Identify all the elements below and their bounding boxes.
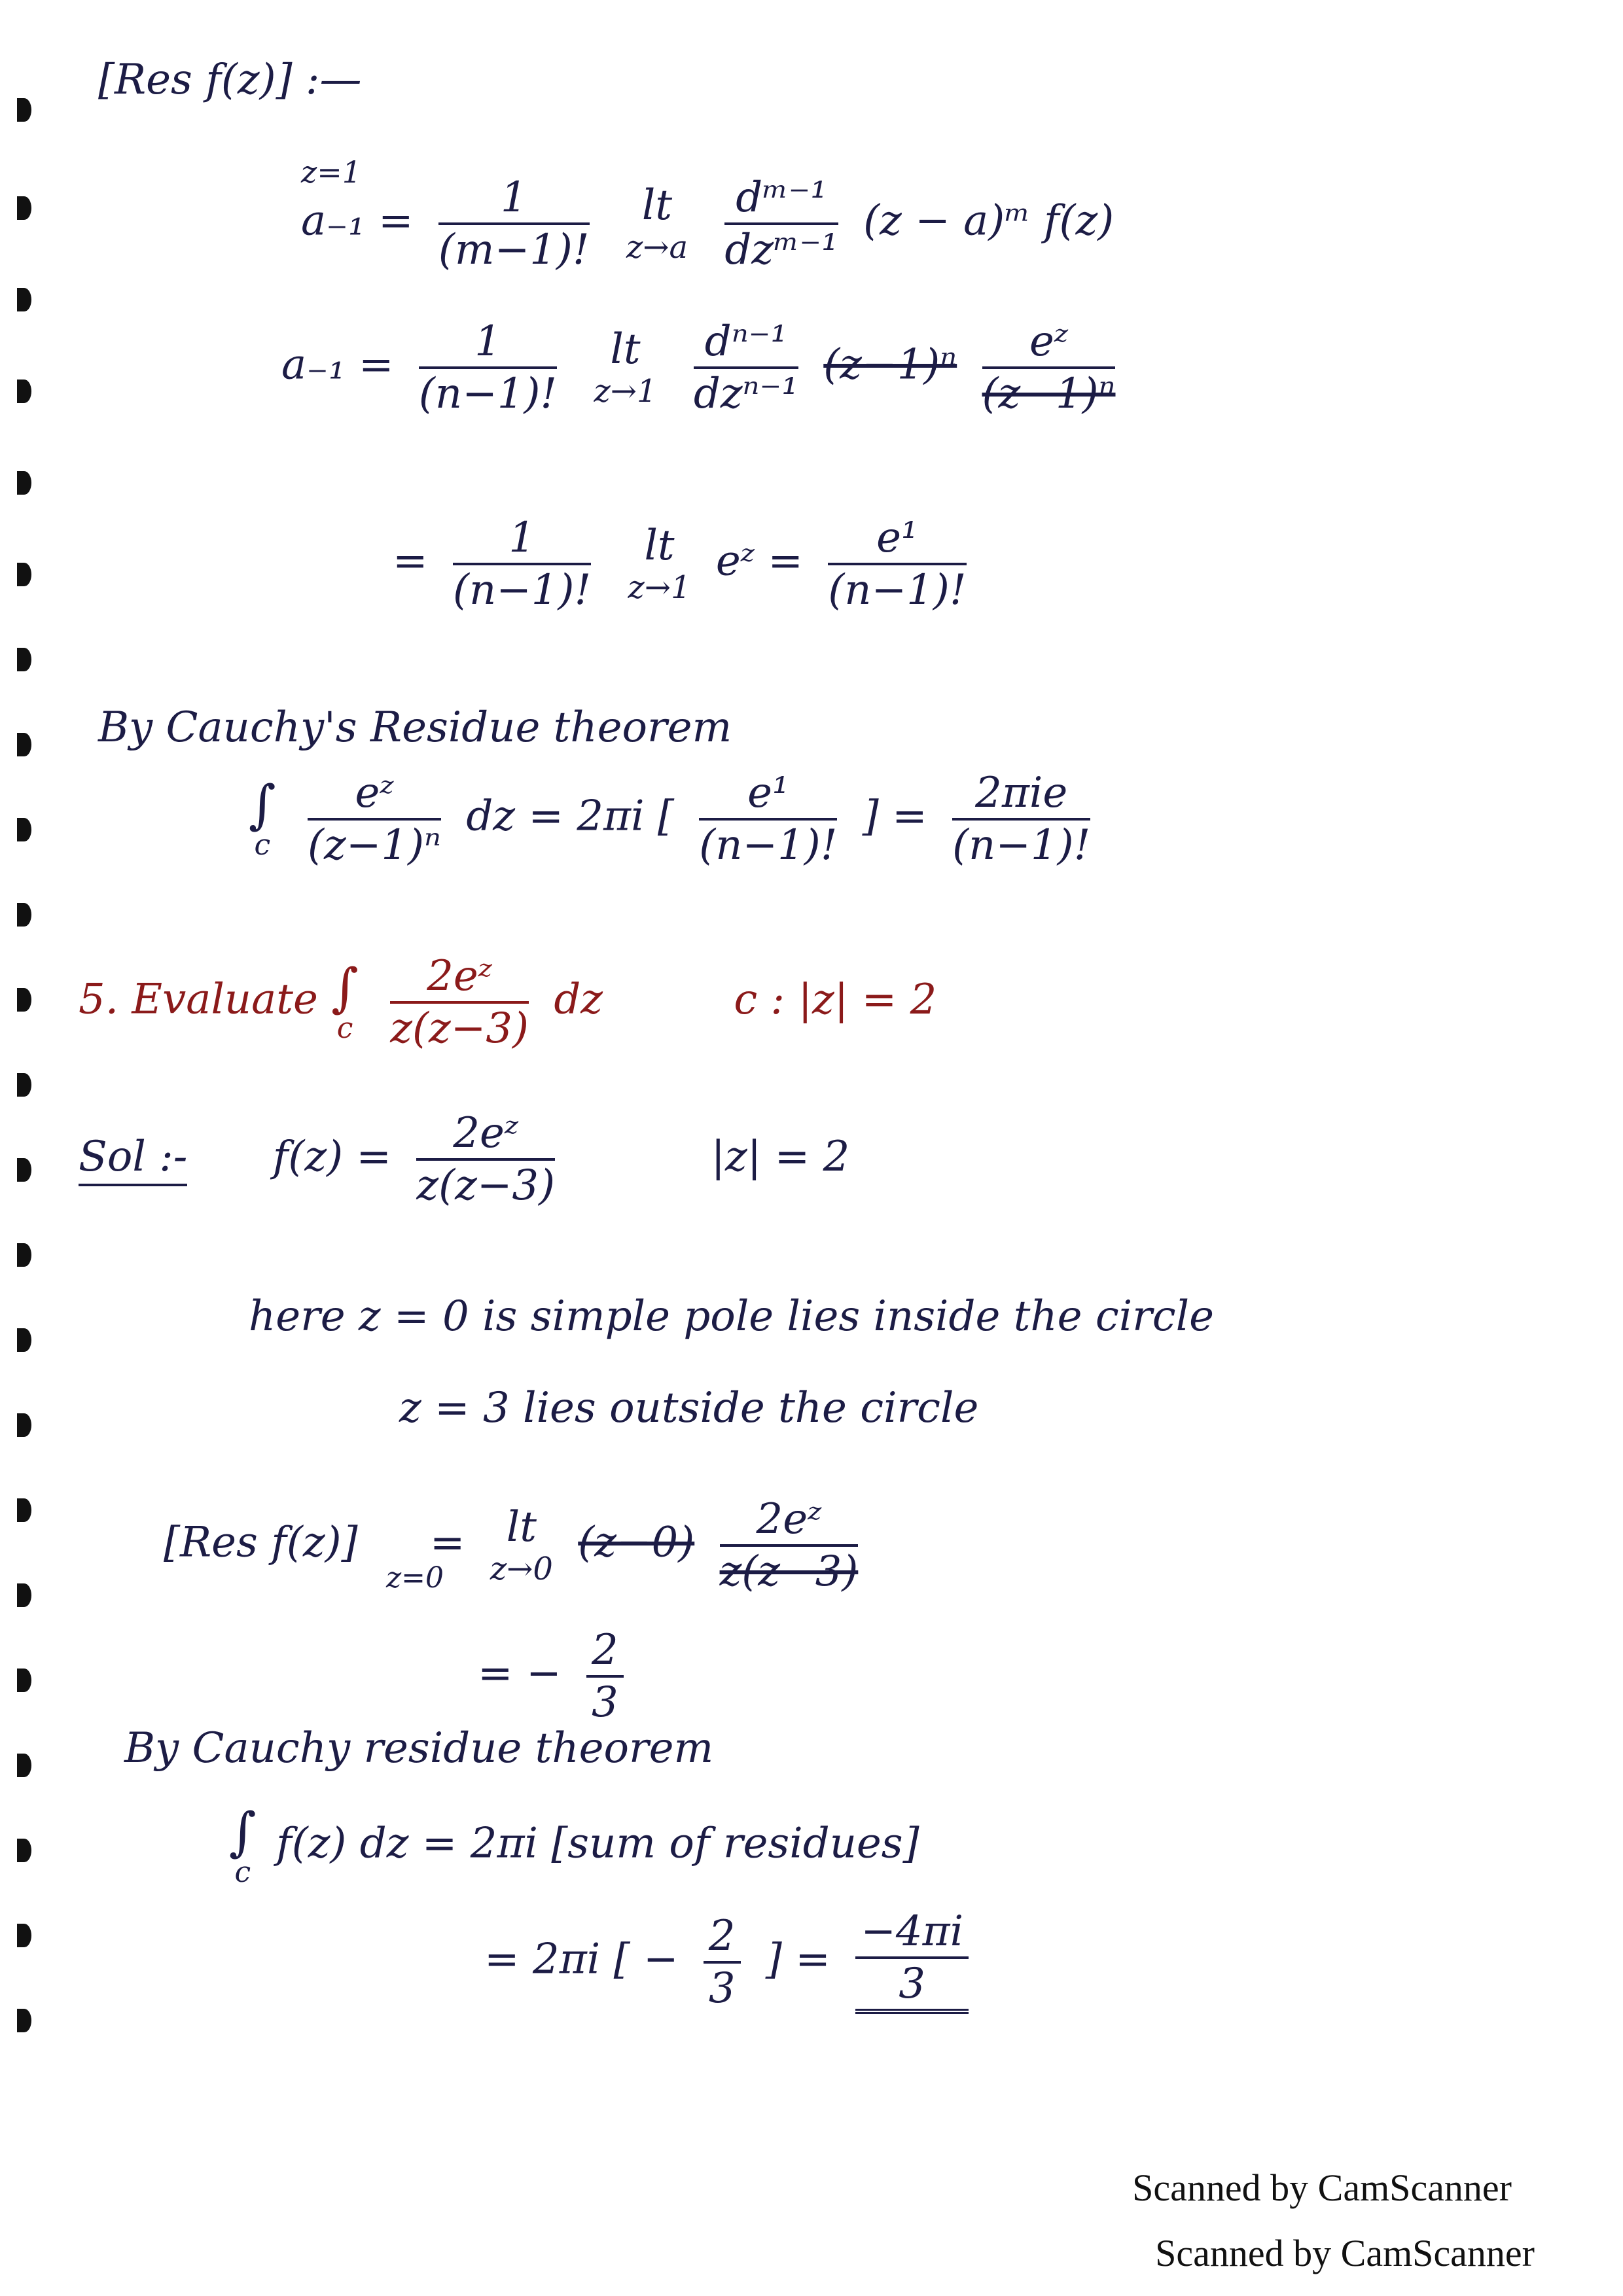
- exp-term: eᶻ =: [715, 537, 803, 586]
- fraction-denominator: (n−1)!: [452, 566, 592, 614]
- residue-label: [Res f(z)]: [164, 1518, 358, 1567]
- bracket-close: ]: [862, 792, 879, 841]
- limit: [594, 325, 657, 410]
- derivative-denominator: dzⁿ⁻¹: [693, 370, 798, 418]
- limit-subscript: z→a: [626, 229, 688, 266]
- integral-sign: ∫: [229, 1801, 257, 1862]
- limit-subscript: z→0: [490, 1551, 553, 1587]
- binding-hole: [17, 196, 31, 220]
- scanner-watermark: Scanned by CamScanner: [1155, 2232, 1535, 2274]
- bracket-numerator: e¹: [699, 772, 837, 821]
- question-label: 5. Evaluate: [79, 975, 318, 1024]
- cauchy-residue-heading: By Cauchy residue theorem: [124, 1724, 714, 1773]
- limit-word: lt: [644, 521, 675, 570]
- derivative-numerator: dᵐ⁻¹: [724, 177, 838, 225]
- integral: [331, 957, 359, 1045]
- residue-heading-text: [Res f(z)] :—: [98, 56, 362, 104]
- integral-contour: c: [234, 1856, 251, 1889]
- integrand-numerator: 2eᶻ: [390, 955, 529, 1004]
- final-answer: [484, 1907, 980, 2014]
- factorial-fraction: [452, 514, 592, 614]
- residue-value-numerator: 2: [586, 1629, 624, 1678]
- formula-lhs: a₋₁ =: [281, 340, 394, 389]
- pole-inside-note: here z = 0 is simple pole lies inside the circle: [249, 1292, 1214, 1341]
- function-denominator: z(z−3): [416, 1161, 556, 1210]
- residue-value-fraction: [586, 1626, 624, 1727]
- binding-hole: [17, 988, 31, 1012]
- limit-subscript: z→1: [594, 373, 657, 410]
- bracket-fraction: [699, 769, 838, 870]
- question-5: [79, 952, 937, 1053]
- binding-hole: [17, 1158, 31, 1182]
- fraction-denominator: (n−1)!: [418, 370, 558, 418]
- binding-hole: [17, 2009, 31, 2032]
- residue-value-lhs: = −: [478, 1649, 562, 1698]
- general-residue-formula: [301, 173, 1115, 274]
- binding-hole: [17, 563, 31, 586]
- factorial-fraction: [438, 173, 590, 274]
- residue-numerator: 2eᶻ: [720, 1498, 859, 1547]
- integral-sum-line: [229, 1801, 919, 1889]
- limit: [628, 521, 691, 606]
- exp-denominator: (z−1)ⁿ: [982, 370, 1116, 418]
- integral-contour: c: [254, 828, 271, 862]
- final-result-numerator: −4πi: [855, 1911, 969, 1959]
- pole-outside-note: z = 3 lies outside the circle: [399, 1384, 979, 1432]
- cauchy-integral-result: [249, 769, 1102, 870]
- bracket-denominator: (n−1)!: [699, 821, 838, 870]
- bracket-open: [: [657, 792, 674, 841]
- integrand-numerator: eᶻ: [308, 772, 441, 821]
- binding-hole: [17, 288, 31, 311]
- binding-hole: [17, 1413, 31, 1437]
- contour-condition: c : |z| = 2: [734, 975, 937, 1024]
- function-numerator: 2eᶻ: [416, 1112, 555, 1161]
- integral: [249, 774, 276, 862]
- bracket-fraction: [704, 1912, 741, 2013]
- binding-hole: [17, 1839, 31, 1862]
- residue-heading: [98, 56, 362, 104]
- result-denominator: (n−1)!: [828, 566, 967, 614]
- integrand-denominator: (z−1)ⁿ: [308, 821, 441, 870]
- exp-numerator: eᶻ: [982, 321, 1116, 369]
- final-result-denominator: 3: [899, 1960, 925, 2008]
- fraction-denominator: (m−1)!: [438, 226, 590, 274]
- residue-denominator: z(z−3): [719, 1547, 859, 1596]
- applied-residue-formula: [281, 317, 1127, 418]
- limit: [626, 181, 688, 266]
- fraction-numerator: 1: [453, 517, 591, 565]
- solution-label: Sol :-: [79, 1133, 187, 1186]
- equals-sign: =: [393, 537, 428, 586]
- binding-hole: [17, 98, 31, 122]
- limit-word: lt: [610, 325, 641, 374]
- residue-heading-subscript: z=1: [301, 154, 362, 190]
- binding-hole: [17, 1328, 31, 1352]
- integral: [229, 1801, 257, 1889]
- binding-hole: [17, 380, 31, 403]
- binding-hole: [17, 1669, 31, 1692]
- fraction-numerator: 1: [419, 321, 557, 369]
- integral-sign: ∫: [249, 774, 276, 835]
- derivative-numerator: dⁿ⁻¹: [694, 321, 798, 369]
- bracket-denominator: 3: [708, 1964, 736, 2013]
- integrand-denominator: z(z−3): [390, 1004, 529, 1053]
- binding-hole: [17, 903, 31, 927]
- residue-value: [478, 1626, 635, 1727]
- scanner-watermark: Scanned by CamScanner: [1132, 2166, 1512, 2209]
- residue-value-denominator: 3: [591, 1678, 618, 1727]
- integral-middle: dz = 2πi: [466, 792, 645, 841]
- equals-sign: =: [429, 1518, 465, 1567]
- integrand-fraction: [308, 769, 441, 870]
- binding-holes: [0, 0, 52, 2296]
- binding-hole: [17, 1073, 31, 1097]
- limit: [490, 1503, 553, 1587]
- result-fraction: [828, 514, 967, 614]
- exp-fraction: [982, 317, 1116, 418]
- fraction-numerator: 1: [438, 177, 590, 225]
- binding-hole: [17, 1754, 31, 1777]
- equals-sign: =: [892, 792, 927, 841]
- final-numerator: 2πie: [952, 772, 1090, 821]
- binding-hole: [17, 471, 31, 495]
- limit-word: lt: [506, 1503, 537, 1551]
- binding-hole: [17, 648, 31, 671]
- binding-hole: [17, 733, 31, 756]
- formula-lhs: a₋₁ =: [301, 196, 414, 245]
- integral-contour: c: [336, 1012, 353, 1045]
- formula-rhs: (z − a)ᵐ f(z): [863, 196, 1115, 245]
- derivative-fraction: [693, 317, 798, 418]
- result-numerator: e¹: [828, 517, 966, 565]
- binding-hole: [17, 1583, 31, 1607]
- solution-function: [79, 1109, 850, 1210]
- binding-hole: [17, 1924, 31, 1947]
- residue-label-subscript: z=0: [386, 1561, 444, 1595]
- derivative-fraction: [724, 173, 838, 274]
- residue-fraction: [719, 1495, 859, 1596]
- integral-sign: ∫: [331, 957, 359, 1018]
- binding-hole: [17, 1243, 31, 1267]
- factorial-fraction: [418, 317, 558, 418]
- cancelled-factor: (z−0): [578, 1518, 695, 1567]
- function-fraction: [416, 1109, 556, 1210]
- limit-subscript: z→1: [628, 569, 691, 606]
- final-fraction: [952, 769, 1091, 870]
- final-close: ] =: [765, 1935, 830, 1984]
- modulus-condition: |z| = 2: [711, 1132, 850, 1181]
- final-lhs: = 2πi [ −: [484, 1935, 679, 1984]
- integral-sum-text: f(z) dz = 2πi [sum of residues]: [276, 1819, 919, 1868]
- binding-hole: [17, 818, 31, 841]
- final-result-fraction: [855, 1907, 969, 2014]
- binding-hole: [17, 1498, 31, 1522]
- final-denominator: (n−1)!: [952, 821, 1091, 870]
- differential: dz: [554, 975, 603, 1024]
- bracket-numerator: 2: [704, 1915, 741, 1964]
- cancelled-factor: (z−1)ⁿ: [823, 340, 957, 389]
- residue-at-zero: [164, 1495, 870, 1596]
- cauchy-theorem-heading: By Cauchy's Residue theorem: [98, 703, 732, 752]
- integrand-fraction: [390, 952, 529, 1053]
- function-lhs: f(z) =: [272, 1132, 392, 1181]
- derivative-denominator: dzᵐ⁻¹: [724, 226, 838, 274]
- residue-result: [393, 514, 978, 614]
- limit-word: lt: [641, 181, 673, 230]
